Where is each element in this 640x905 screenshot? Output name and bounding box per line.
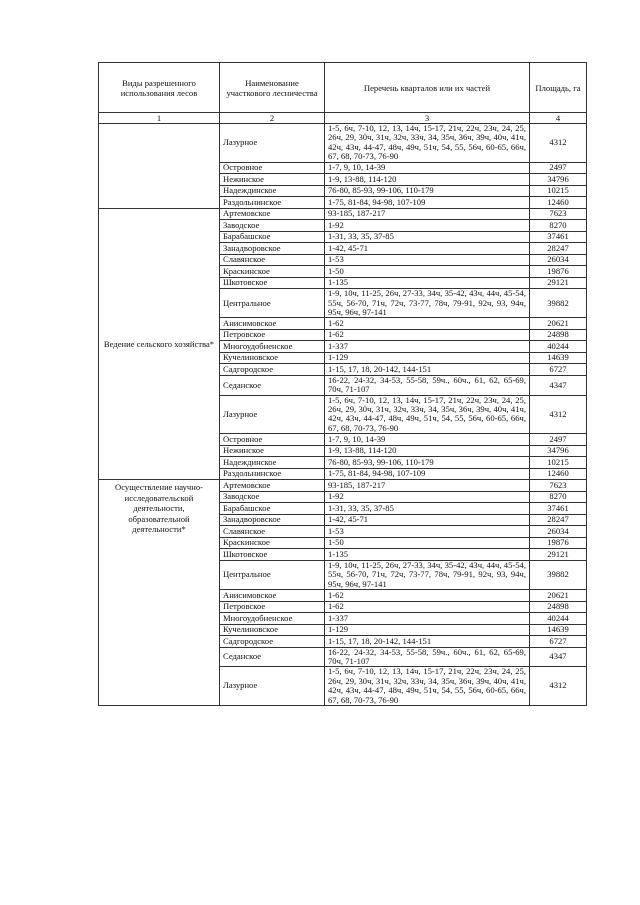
quarters-list-cell: 1-42, 45-71 (325, 243, 530, 255)
area-cell: 7623 (530, 480, 587, 492)
quarters-list-cell: 1-7, 9, 10, 14-39 (325, 162, 530, 174)
quarters-list-cell: 93-185, 187-217 (325, 480, 530, 492)
area-cell: 26034 (530, 254, 587, 266)
forestry-name-cell: Центральное (220, 560, 325, 589)
area-cell: 28247 (530, 514, 587, 526)
forestry-name-cell: Петровское (220, 329, 325, 341)
forestry-name-cell: Островное (220, 162, 325, 174)
quarters-list-cell: 1-31, 33, 35, 37-85 (325, 503, 530, 515)
quarters-list-cell: 1-337 (325, 341, 530, 353)
quarters-list-cell: 76-80, 85-93, 99-106, 110-179 (325, 457, 530, 469)
quarters-list-cell: 93-185, 187-217 (325, 208, 530, 220)
forestry-name-cell: Артемовское (220, 208, 325, 220)
quarters-list-cell: 1-9, 13-88, 114-120 (325, 445, 530, 457)
quarters-list-cell: 1-62 (325, 601, 530, 613)
quarters-list-cell: 1-135 (325, 549, 530, 561)
quarters-list-cell: 1-7, 9, 10, 14-39 (325, 434, 530, 446)
quarters-list-cell: 1-50 (325, 537, 530, 549)
usage-type-cell (99, 480, 220, 706)
quarters-list-cell: 1-92 (325, 491, 530, 503)
area-cell: 10215 (530, 457, 587, 469)
column-number: 2 (220, 113, 325, 124)
area-cell: 6727 (530, 636, 587, 648)
header-forestry: Наименование участкового лесничества (220, 63, 325, 113)
forestry-name-cell: Шкотовское (220, 277, 325, 289)
quarters-list-cell: 1-62 (325, 318, 530, 330)
area-cell: 40244 (530, 341, 587, 353)
quarters-list-cell: 1-92 (325, 220, 530, 232)
table-row (99, 124, 587, 163)
area-cell: 29121 (530, 549, 587, 561)
forestry-name-cell: Занадворовское (220, 243, 325, 255)
quarters-list-cell: 1-62 (325, 329, 530, 341)
forestry-name-cell: Раздольнинское (220, 468, 325, 480)
forestry-name-cell: Краскинское (220, 537, 325, 549)
table-header (99, 63, 587, 124)
column-number: 3 (325, 113, 530, 124)
forestry-name-cell: Заводское (220, 491, 325, 503)
area-cell: 20621 (530, 590, 587, 602)
table-body (99, 124, 587, 706)
forestry-name-cell: Садгородское (220, 364, 325, 376)
quarters-list-cell: 1-129 (325, 624, 530, 636)
forestry-name-cell: Многоудобненское (220, 613, 325, 625)
header-quarters: Перечень кварталов или их частей (325, 63, 530, 113)
forestry-name-cell: Седанское (220, 647, 325, 667)
column-number: 4 (530, 113, 587, 124)
quarters-list-cell: 1-9, 10ч, 11-25, 26ч, 27-33, 34ч, 35-42, 43ч, 44ч, 45-54, 55ч, 56-70, 71ч, 72ч, 73-77, 78ч, 79-91, 92ч, 93, 94ч, 95ч, 96ч, 97-141 (325, 289, 530, 318)
quarters-list-cell: 76-80, 85-93, 99-106, 110-179 (325, 185, 530, 197)
area-cell: 20621 (530, 318, 587, 330)
area-cell: 12460 (530, 468, 587, 480)
forestry-name-cell: Кучелиновское (220, 352, 325, 364)
forestry-name-cell: Раздольнинское (220, 197, 325, 209)
quarters-list-cell: 1-31, 33, 35, 37-85 (325, 231, 530, 243)
quarters-list-cell: 1-5, 6ч, 7-10, 12, 13, 14ч, 15-17, 21ч, 22ч, 23ч, 24, 25, 26ч, 29, 30ч, 31ч, 32ч, 33ч, 34, 35ч, 36ч, 39ч, 40ч, 41ч, 42ч, 43ч, 44-47, 48ч, 49ч, 51ч, 54, 55, 56ч, 60-65, 66ч, 67, 68, 70-73, 76-90 (325, 124, 530, 163)
forestry-name-cell: Надеждинское (220, 457, 325, 469)
forestry-name-cell: Шкотовское (220, 549, 325, 561)
header-usage: Виды разрешенного использования лесов (99, 63, 220, 113)
quarters-list-cell: 1-9, 10ч, 11-25, 26ч, 27-33, 34ч, 35-42, 43ч, 44ч, 45-54, 55ч, 56-70, 71ч, 72ч, 73-77, 78ч, 79-91, 92ч, 93, 94ч, 95ч, 96ч, 97-141 (325, 560, 530, 589)
forestry-name-cell: Седанское (220, 375, 325, 395)
area-cell: 12460 (530, 197, 587, 209)
quarters-list-cell: 1-5, 6ч, 7-10, 12, 13, 14ч, 15-17, 21ч, 22ч, 23ч, 24, 25, 26ч, 29, 30ч, 31ч, 32ч, 33ч, 34, 35ч, 36ч, 39ч, 40ч, 41ч, 42ч, 43ч, 44-47, 48ч, 49ч, 51ч, 54, 55, 56ч, 60-65, 66ч, 67, 68, 70-73, 76-90 (325, 395, 530, 434)
area-cell: 6727 (530, 364, 587, 376)
forestry-name-cell: Островное (220, 434, 325, 446)
quarters-list-cell: 1-129 (325, 352, 530, 364)
quarters-list-cell: 1-50 (325, 266, 530, 278)
forestry-name-cell: Барабашское (220, 503, 325, 515)
area-cell: 37461 (530, 503, 587, 515)
area-cell: 14639 (530, 352, 587, 364)
forestry-name-cell: Артемовское (220, 480, 325, 492)
quarters-list-cell: 16-22, 24-32, 34-53, 55-58, 59ч., 60ч., 61, 62, 65-69, 70ч, 71-107 (325, 375, 530, 395)
forestry-name-cell: Лазурное (220, 667, 325, 706)
scan-speck (373, 881, 379, 885)
area-cell: 34796 (530, 445, 587, 457)
usage-type-label: Ведение сельского хозяйства* (103, 338, 215, 349)
area-cell: 14639 (530, 624, 587, 636)
quarters-list-cell: 1-53 (325, 254, 530, 266)
quarters-list-cell: 1-5, 6ч, 7-10, 12, 13, 14ч, 15-17, 21ч, 22ч, 23ч, 24, 25, 26ч, 29, 30ч, 31ч, 32ч, 33ч, 34, 35ч, 36ч, 39ч, 40ч, 41ч, 42ч, 43ч, 44-47, 48ч, 49ч, 51ч, 54, 55, 56ч, 60-65, 66ч, 67, 68, 70-73, 76-90 (325, 667, 530, 706)
area-cell: 19876 (530, 266, 587, 278)
forestry-name-cell: Заводское (220, 220, 325, 232)
table-row (99, 480, 587, 492)
quarters-list-cell: 1-337 (325, 613, 530, 625)
area-cell: 4347 (530, 647, 587, 667)
area-cell: 39882 (530, 289, 587, 318)
area-cell: 39882 (530, 560, 587, 589)
table-row (99, 208, 587, 220)
forestry-name-cell: Садгородское (220, 636, 325, 648)
area-cell: 19876 (530, 537, 587, 549)
forestry-name-cell: Лазурное (220, 124, 325, 163)
area-cell: 29121 (530, 277, 587, 289)
area-cell: 37461 (530, 231, 587, 243)
usage-type-label: Осуществление научно-исследовательской деятельности, образовательной деятельности* (115, 482, 203, 534)
forestry-name-cell: Нежинское (220, 445, 325, 457)
forestry-name-cell: Краскинское (220, 266, 325, 278)
area-cell: 40244 (530, 613, 587, 625)
area-cell: 4312 (530, 124, 587, 163)
quarters-list-cell: 16-22, 24-32, 34-53, 55-58, 59ч., 60ч., 61, 62, 65-69, 70ч, 71-107 (325, 647, 530, 667)
forestry-name-cell: Славянское (220, 526, 325, 538)
quarters-list-cell: 1-9, 13-88, 114-120 (325, 174, 530, 186)
area-cell: 26034 (530, 526, 587, 538)
forestry-name-cell: Надеждинское (220, 185, 325, 197)
area-cell: 2497 (530, 434, 587, 446)
area-cell: 24898 (530, 601, 587, 613)
area-cell: 8270 (530, 220, 587, 232)
area-cell: 4312 (530, 667, 587, 706)
area-cell: 2497 (530, 162, 587, 174)
area-cell: 4312 (530, 395, 587, 434)
forestry-name-cell: Анисимовское (220, 318, 325, 330)
area-cell: 10215 (530, 185, 587, 197)
column-number: 1 (99, 113, 220, 124)
quarters-list-cell: 1-53 (325, 526, 530, 538)
forestry-name-cell: Занадворовское (220, 514, 325, 526)
forestry-name-cell: Многоудобненское (220, 341, 325, 353)
header-area: Площадь, га (530, 63, 587, 113)
forestry-name-cell: Петровское (220, 601, 325, 613)
forestry-name-cell: Нежинское (220, 174, 325, 186)
area-cell: 7623 (530, 208, 587, 220)
forestry-name-cell: Барабашское (220, 231, 325, 243)
quarters-list-cell: 1-15, 17, 18, 20-142, 144-151 (325, 364, 530, 376)
area-cell: 24898 (530, 329, 587, 341)
quarters-list-cell: 1-15, 17, 18, 20-142, 144-151 (325, 636, 530, 648)
area-cell: 4347 (530, 375, 587, 395)
forestry-name-cell: Славянское (220, 254, 325, 266)
usage-type-cell (99, 208, 220, 480)
quarters-list-cell: 1-62 (325, 590, 530, 602)
forestry-name-cell: Кучелиновское (220, 624, 325, 636)
area-cell: 34796 (530, 174, 587, 186)
area-cell: 28247 (530, 243, 587, 255)
quarters-list-cell: 1-42, 45-71 (325, 514, 530, 526)
quarters-list-cell: 1-75, 81-84, 94-98, 107-109 (325, 197, 530, 209)
usage-type-cell (99, 124, 220, 209)
quarters-list-cell: 1-75, 81-84, 94-98, 107-109 (325, 468, 530, 480)
forestry-name-cell: Лазурное (220, 395, 325, 434)
quarters-list-cell: 1-135 (325, 277, 530, 289)
forestry-name-cell: Центральное (220, 289, 325, 318)
area-cell: 8270 (530, 491, 587, 503)
forest-use-table (98, 62, 587, 706)
forestry-name-cell: Анисимовское (220, 590, 325, 602)
